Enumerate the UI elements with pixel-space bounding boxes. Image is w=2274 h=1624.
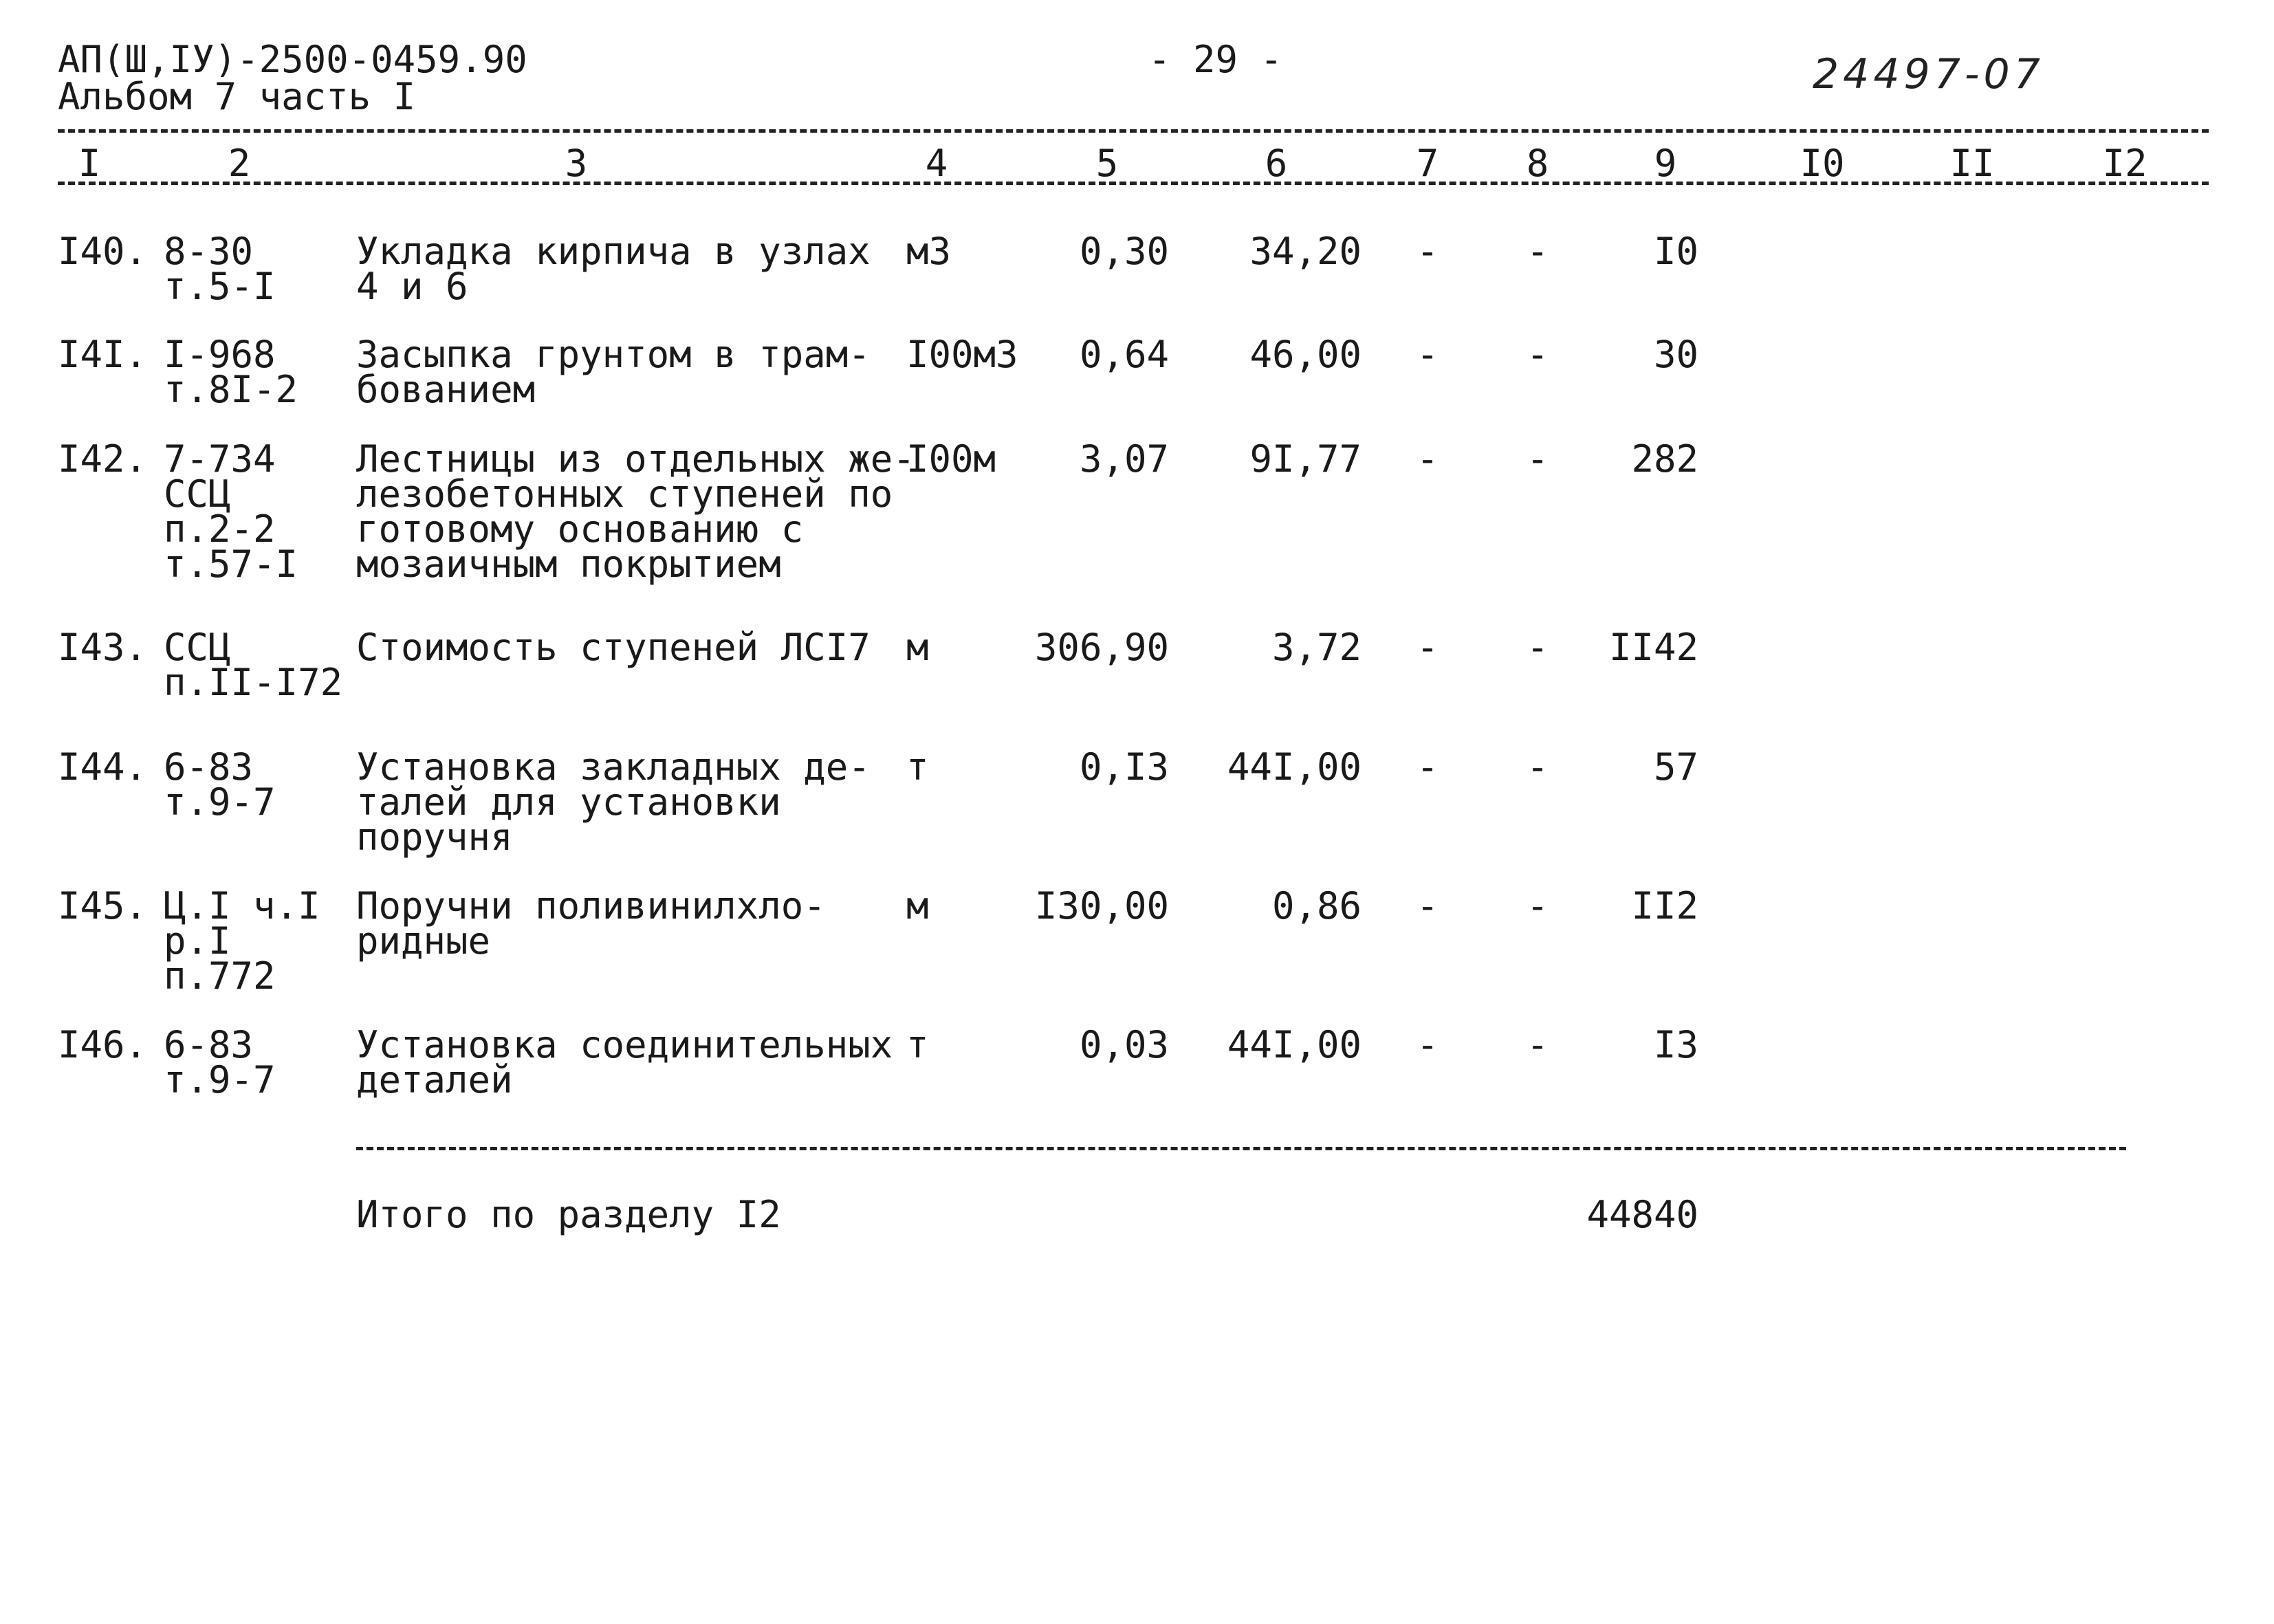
column-header-4: 4 (925, 142, 948, 185)
column-header-11: II (1949, 142, 1995, 185)
total-cost: II2 (1631, 884, 1698, 928)
row-number: I46. (58, 1023, 148, 1066)
column-header-12: I2 (2102, 142, 2147, 185)
rate-code: 7-734 ССЦ п.2-2 т.57-I (164, 437, 298, 586)
section-total-value: 44840 (1586, 1193, 1698, 1236)
work-description: Стоимость ступеней ЛСI7 (356, 626, 871, 669)
quantity: 0,64 (1079, 333, 1169, 376)
column-7-value: - (1416, 745, 1439, 789)
unit: I00м (906, 437, 996, 481)
quantity: 0,03 (1079, 1023, 1169, 1066)
rate-code: 6-83 т.9-7 (164, 1023, 276, 1101)
column-header-1: I (78, 142, 101, 185)
document-code: АП(Ш,IУ)-2500-0459.90 (58, 38, 527, 81)
unit: т (906, 1023, 929, 1066)
header-top-rule (58, 129, 2209, 133)
page-number: - 29 - (1148, 38, 1283, 81)
total-separator-rule (356, 1147, 2126, 1150)
column-header-10: I0 (1800, 142, 1845, 185)
work-description: Установка закладных де- талей для установки поручня (356, 745, 871, 859)
unit-price: 34,20 (1249, 230, 1362, 273)
total-cost: 57 (1653, 745, 1698, 789)
unit: м3 (906, 230, 952, 273)
header-bottom-rule (58, 182, 2209, 185)
rate-code: 8-30 т.5-I (164, 230, 276, 308)
work-description: Укладка кирпича в узлах 4 и 6 (356, 230, 871, 308)
unit-price: 3,72 (1271, 626, 1362, 669)
work-description: Поручни поливинилхло- ридные (356, 884, 826, 963)
column-7-value: - (1416, 230, 1439, 273)
row-number: I45. (58, 884, 148, 928)
column-8-value: - (1526, 626, 1549, 669)
row-number: I42. (58, 437, 148, 481)
unit: м (906, 884, 929, 928)
quantity: 306,90 (1034, 626, 1169, 669)
quantity: 0,I3 (1079, 745, 1169, 789)
total-cost: 282 (1631, 437, 1698, 481)
album-title: Альбом 7 часть I (58, 75, 416, 118)
unit: м (906, 626, 929, 669)
handwritten-stamp: 24497-07 (1813, 50, 2044, 98)
column-7-value: - (1416, 437, 1439, 481)
column-header-2: 2 (228, 142, 251, 185)
section-total-label: Итого по разделу I2 (356, 1193, 781, 1236)
quantity: I30,00 (1034, 884, 1169, 928)
column-header-7: 7 (1416, 142, 1439, 185)
column-header-8: 8 (1526, 142, 1549, 185)
rate-code: I-968 т.8I-2 (164, 333, 298, 411)
work-description: Засыпка грунтом в трам- бованием (356, 333, 871, 411)
total-cost: I0 (1653, 230, 1698, 273)
work-description: Лестницы из отдельных же- лезобетонных ступеней по готовому основанию с мозаичным покрытием (356, 437, 915, 586)
column-7-value: - (1416, 884, 1439, 928)
column-header-5: 5 (1095, 142, 1119, 185)
unit-price: 46,00 (1249, 333, 1362, 376)
column-8-value: - (1526, 1023, 1549, 1066)
row-number: I44. (58, 745, 148, 789)
quantity: 0,30 (1079, 230, 1169, 273)
unit-price: 44I,00 (1227, 745, 1362, 789)
column-header-3: 3 (565, 142, 588, 185)
total-cost: I3 (1653, 1023, 1698, 1066)
unit: т (906, 745, 929, 789)
work-description: Установка соединительных деталей (356, 1023, 893, 1101)
rate-code: ССЦ п.II-I72 (164, 626, 343, 704)
row-number: I40. (58, 230, 148, 273)
total-cost: II42 (1608, 626, 1698, 669)
unit-price: 0,86 (1271, 884, 1362, 928)
column-7-value: - (1416, 1023, 1439, 1066)
rate-code: 6-83 т.9-7 (164, 745, 276, 824)
unit-price: 9I,77 (1249, 437, 1362, 481)
row-number: I43. (58, 626, 148, 669)
column-7-value: - (1416, 626, 1439, 669)
unit: I00м3 (906, 333, 1018, 376)
unit-price: 44I,00 (1227, 1023, 1362, 1066)
column-8-value: - (1526, 745, 1549, 789)
row-number: I4I. (58, 333, 148, 376)
quantity: 3,07 (1079, 437, 1169, 481)
column-8-value: - (1526, 333, 1549, 376)
column-header-6: 6 (1265, 142, 1288, 185)
column-8-value: - (1526, 230, 1549, 273)
rate-code: Ц.I ч.I р.I п.772 (164, 884, 320, 998)
total-cost: 30 (1653, 333, 1698, 376)
column-7-value: - (1416, 333, 1439, 376)
column-8-value: - (1526, 437, 1549, 481)
column-header-9: 9 (1654, 142, 1677, 185)
column-8-value: - (1526, 884, 1549, 928)
